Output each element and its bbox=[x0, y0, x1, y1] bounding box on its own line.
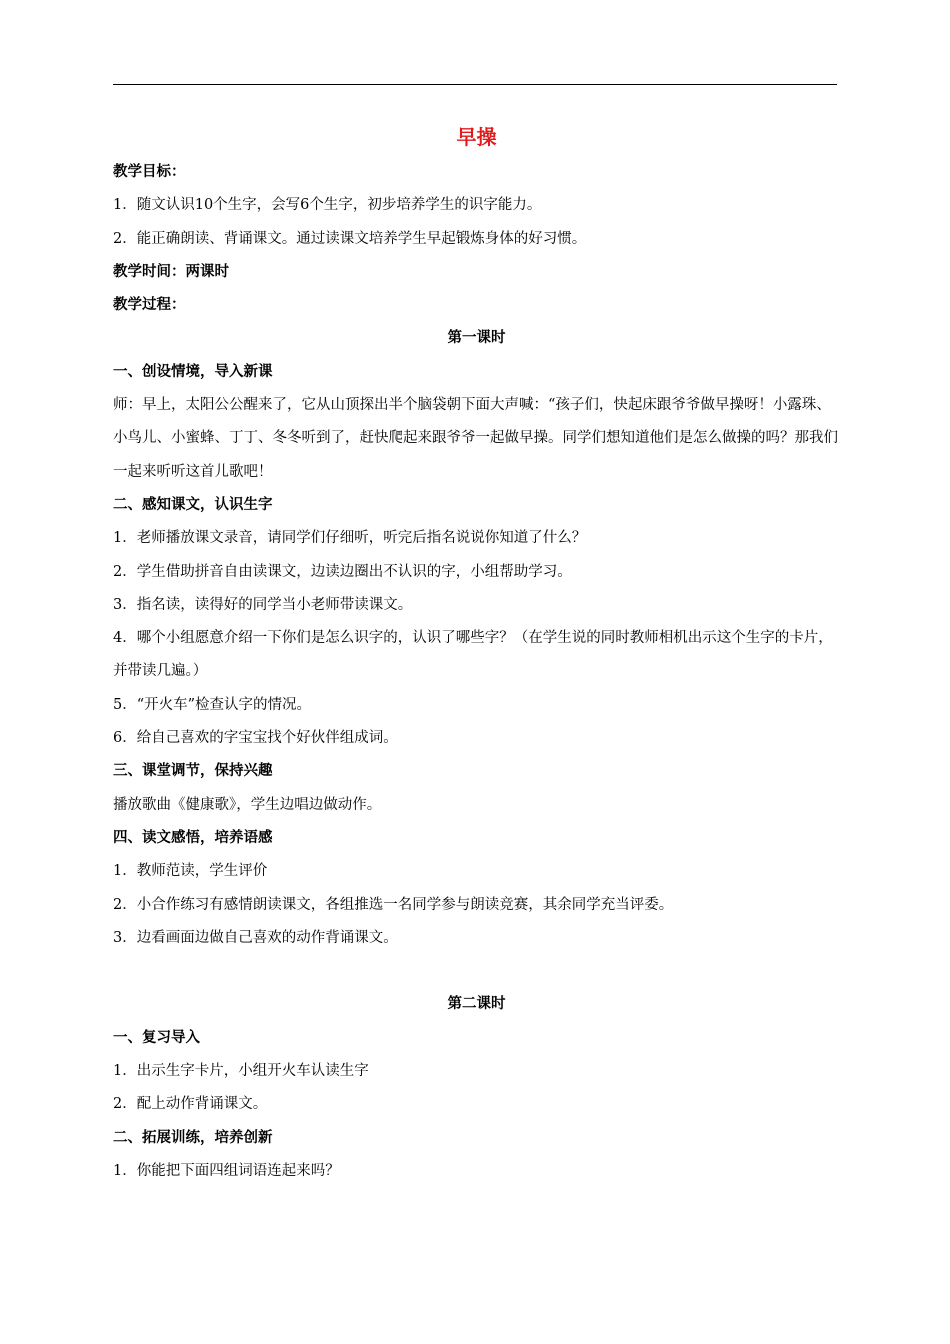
header-rule bbox=[113, 84, 837, 85]
document-title: 早操 bbox=[456, 125, 497, 149]
lesson1-section2-heading: 二、感知课文，认识生字 bbox=[113, 496, 273, 513]
list-item: 4．哪个小组愿意介绍一下你们是怎么识字的，认识了哪些字？（在学生说的同时教师相机出示这个生字的卡片，并带读几遍。） bbox=[113, 630, 833, 680]
lesson1-section3-text: 播放歌曲《健康歌》，学生边唱边做动作。 bbox=[113, 796, 382, 813]
objective-item: 1．随文认识10个生字，会写6个生字，初步培养学生的识字能力。 bbox=[113, 197, 542, 214]
list-item: 2．学生借助拼音自由读课文，边读边圈出不认识的字，小组帮助学习。 bbox=[113, 563, 572, 580]
objectives-heading: 教学目标： bbox=[113, 164, 186, 180]
list-item: 3．边看画面边做自己喜欢的动作背诵课文。 bbox=[113, 929, 398, 946]
lesson1-section4-heading: 四、读文感悟，培养语感 bbox=[113, 829, 273, 846]
objective-item: 2．能正确朗读、背诵课文。通过读课文培养学生早起锻炼身体的好习惯。 bbox=[113, 230, 587, 247]
list-item: 5．“开火车”检查认字的情况。 bbox=[113, 696, 312, 713]
lesson1-heading: 第一课时 bbox=[447, 330, 506, 347]
list-item: 1．老师播放课文录音，请同学们仔细听，听完后指名说说你知道了什么？ bbox=[113, 530, 587, 547]
list-item: 1．教师范读，学生评价 bbox=[113, 863, 268, 880]
document-page bbox=[113, 118, 840, 1188]
list-item: 6．给自己喜欢的字宝宝找个好伙伴组成词。 bbox=[113, 730, 398, 747]
list-item: 2．小合作练习有感情朗读课文，各组推选一名同学参与朗读竞赛，其余同学充当评委。 bbox=[113, 896, 674, 913]
lesson2-heading: 第二课时 bbox=[447, 996, 506, 1013]
list-item: 1．出示生字卡片，小组开火车认读生字 bbox=[113, 1063, 369, 1080]
teaching-time: 教学时间：两课时 bbox=[113, 263, 229, 280]
lesson1-section1-heading: 一、创设情境，导入新课 bbox=[113, 363, 273, 380]
section-spacer bbox=[113, 955, 840, 988]
list-item: 2．配上动作背诵课文。 bbox=[113, 1096, 268, 1113]
lesson1-section3-heading: 三、课堂调节，保持兴趣 bbox=[113, 763, 273, 780]
lesson2-section2-heading: 二、拓展训练，培养创新 bbox=[113, 1129, 273, 1146]
list-item: 1．你能把下面四组词语连起来吗？ bbox=[113, 1162, 340, 1179]
lesson2-section1-heading: 一、复习导入 bbox=[113, 1029, 200, 1046]
lesson1-section1-text: 师：早上，太阳公公醒来了，它从山顶探出半个脑袋朝下面大声喊：“孩子们，快起床跟爷爷做早操呀！小露珠、小鸟儿、小蜜蜂、丁丁、冬冬听到了，赶快爬起来跟爷爷一起做早操。同学们想知道他们是怎么做操的吗？那我们一起来听听这首儿歌吧！ bbox=[113, 397, 838, 480]
list-item: 3．指名读，读得好的同学当小老师带读课文。 bbox=[113, 596, 413, 613]
process-heading: 教学过程： bbox=[113, 297, 186, 314]
